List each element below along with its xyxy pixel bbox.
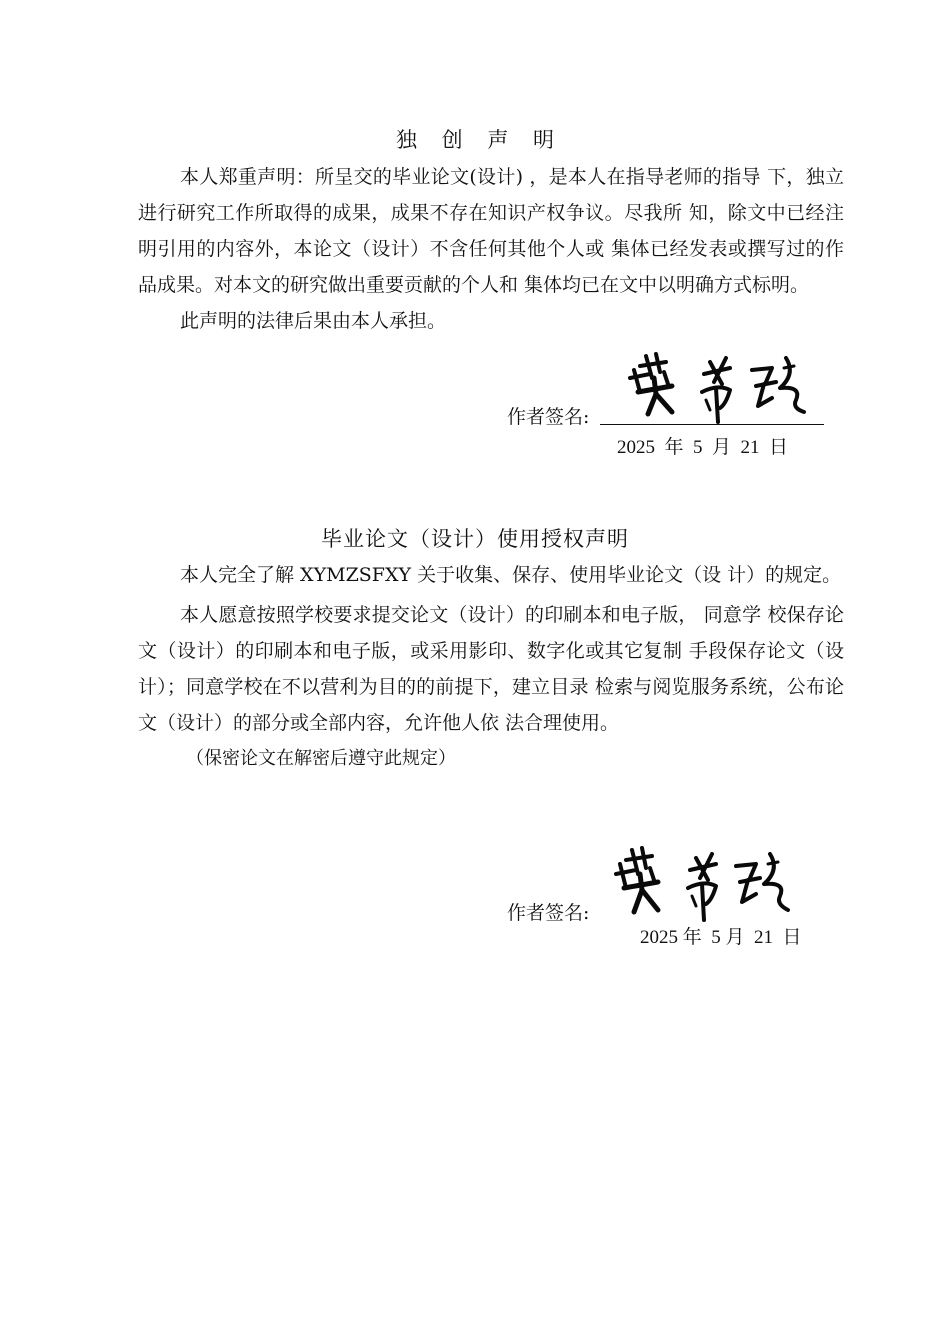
originality-handwritten-signature (626, 348, 826, 428)
originality-paragraph-1: 本人郑重声明：所呈交的毕业论文(设计) ，是本人在指导老师的指导 下，独立进行研究工作所取得的成果，成果不存在知识产权争议。尽我所 知，除文中已经注明引用的内容外，本论文（设计）不含任何其他个人或 集体已经发表或撰写过的作品成果。对本文的研究做出重要贡献的个人和 集体均已在文中以明确方式标明。 (138, 166, 844, 296)
authorization-date: 2025 年 5 月 21 日 (640, 927, 802, 948)
authorization-handwritten-signature (612, 842, 812, 926)
originality-body (138, 159, 844, 339)
authorization-paragraph-1: 本人完全了解 XYMZSFXY 关于收集、保存、使用毕业论文（设 计）的规定。 (180, 564, 842, 586)
originality-signature-label: 作者签名: (507, 406, 590, 428)
authorization-signature-label: 作者签名: (507, 902, 590, 924)
authorization-title: 毕业论文（设计）使用授权声明 (321, 527, 629, 551)
originality-title: 独 创 声 明 (395, 128, 564, 152)
originality-paragraph-2: 此声明的法律后果由本人承担。 (180, 310, 447, 332)
originality-date: 2025 年 5 月 21 日 (617, 437, 789, 458)
authorization-body (138, 557, 844, 777)
authorization-paragraph-2: 本人愿意按照学校要求提交论文（设计）的印刷本和电子版， 同意学 校保存论文（设计）的印刷本和电子版，或采用影印、数字化或其它复制 手段保存论文（设计）；同意学校在不以营利为目的的前提下，建立目录 检索与阅览服务系统，公布论文（设计）的部分或全部内容，允许他人依 法合理使用。 (138, 604, 844, 734)
authorization-paragraph-3: （保密论文在解密后遵守此规定） (186, 748, 456, 769)
